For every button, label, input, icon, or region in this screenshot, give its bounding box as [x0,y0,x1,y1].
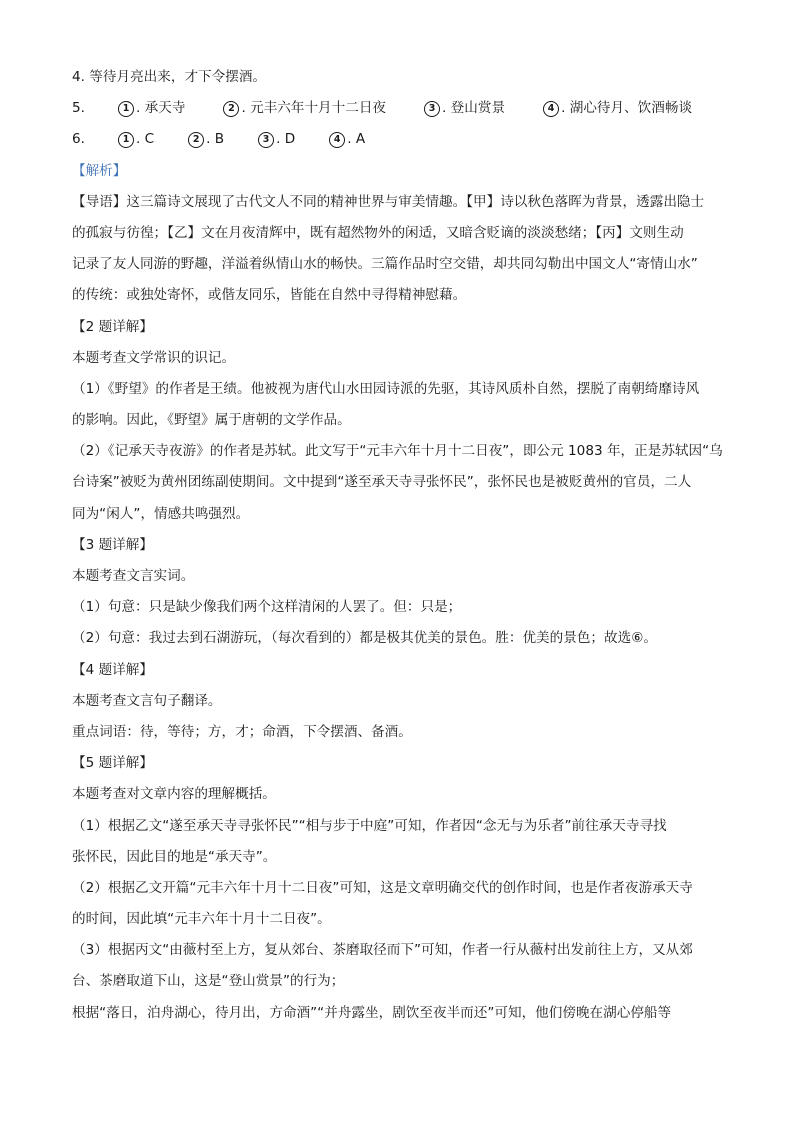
circled-number: 3 [258,132,274,148]
q2-line: 台诗案”被贬为黄州团练副使期间。文中提到“遂至承天寺寻张怀民”，张怀民也是被贬黄州的官员，二人 [72,474,692,491]
answer-line-4: 4. 等待月亮出来，才下令摆酒。 [72,69,267,85]
intro-line: 【导语】这三篇诗文展现了古代文人不同的精神世界与审美情趣。【甲】诗以秋色落晖为背景，透露出隐士 [72,193,705,210]
q5-heading: 【5 题详解】 [72,755,153,772]
q4-heading: 【4 题详解】 [72,661,153,678]
answer-text: . A [347,131,366,148]
circled-number: 4 [543,101,559,117]
answer-text: . 承天寺 [136,100,186,117]
q2-line: 同为“闲人”，情感共鸣强烈。 [72,505,250,522]
q2-line: （1）《野望》的作者是王绩。他被视为唐代山水田园诗派的先驱，其诗风质朴自然，摆脱了南朝绮靡诗风 [72,380,700,397]
answer-item [329,124,365,155]
answer-line-5 [72,93,732,124]
q2-heading: 【2 题详解】 [72,318,153,335]
answer-item [424,93,505,124]
circled-number: 2 [223,101,239,117]
answer-text: . D [276,131,296,148]
q5-line: （1）根据乙文“遂至承天寺寻张怀民”“相与步于中庭”可知，作者因“念无与为乐者”前往承天寺寻找 [72,817,667,834]
circled-number: 4 [329,132,345,148]
q3-line: 本题考查文言实词。 [72,568,195,584]
q3-line: （1）句意：只是缺少像我们两个这样清闲的人罢了。但：只是； [72,599,462,616]
answer-item [543,93,692,124]
question-number: 6. [72,131,85,148]
answer-text: . C [136,131,155,148]
q5-line: 根据“落日，泊舟湖心，待月出，方命酒”“并舟露坐，剧饮至夜半而还”可知，他们傍晚在湖心停船等 [72,1004,672,1021]
q2-line: 本题考查文学常识的识记。 [72,349,236,366]
q5-line: 本题考查对文章内容的理解概括。 [72,786,276,803]
q4-line: 重点词语：待，等待；方，才；命酒，下令摆酒、备酒。 [72,723,412,740]
answer-item [223,93,386,124]
question-number: 5. [72,100,85,117]
answer-item [258,124,295,155]
circled-number: 1 [118,132,134,148]
answer-item [118,93,185,124]
circled-number: 1 [118,101,134,117]
q3-line: （2）句意：我过去到石湖游玩，（每次看到的）都是极其优美的景色。胜：优美的景色；故选⑥。 [72,630,657,647]
analysis-heading: 【解析】 [72,162,127,179]
answer-item [118,124,154,155]
q5-line: 的时间，因此填“元丰六年十月十二日夜”。 [72,911,331,928]
q2-line: 的影响。因此，《野望》属于唐朝的文学作品。 [72,412,351,429]
answer-text: . 元丰六年十月十二日夜 [241,100,387,117]
q5-line: 张怀民，因此目的地是“承天寺”。 [72,848,277,865]
intro-line: 的传统：或独处寄怀，或偕友同乐，皆能在自然中寻得精神慰藉。 [72,287,467,304]
intro-line: 记录了友人同游的野趣，洋溢着纵情山水的畅快。三篇作品时空交错，却共同勾勒出中国文人“寄情山水” [72,256,698,273]
circled-number: 3 [424,101,440,117]
answer-text: . B [206,131,225,148]
q4-line: 本题考查文言句子翻译。 [72,692,222,709]
q5-line: （3）根据丙文“由薇村至上方，复从郊台、茶磨取径而下”可知，作者一行从薇村出发前往上方，又从郊 [72,942,693,959]
q5-line: （2）根据乙文开篇“元丰六年十月十二日夜”可知，这是文章明确交代的创作时间，也是作者夜游承天寺 [72,879,693,896]
q2-line: （2）《记承天寺夜游》的作者是苏轼。此文写于“元丰六年十月十二日夜”，即公元 1083 年，正是苏轼因“乌 [72,443,723,460]
answer-line-6 [72,124,732,155]
intro-line: 的孤寂与彷徨；【乙】文在月夜清辉中，既有超然物外的闲适，又暗含贬谪的淡淡愁绪；【丙】文则生动 [72,224,684,241]
answer-text: . 湖心待月、饮酒畅谈 [561,100,693,117]
q3-heading: 【3 题详解】 [72,536,153,553]
answer-text: . 登山赏景 [442,100,506,117]
q5-line: 台、茶磨取道下山，这是“登山赏景”的行为； [72,973,345,990]
answer-item [188,124,224,155]
document-page [72,62,732,1029]
circled-number: 2 [188,132,204,148]
